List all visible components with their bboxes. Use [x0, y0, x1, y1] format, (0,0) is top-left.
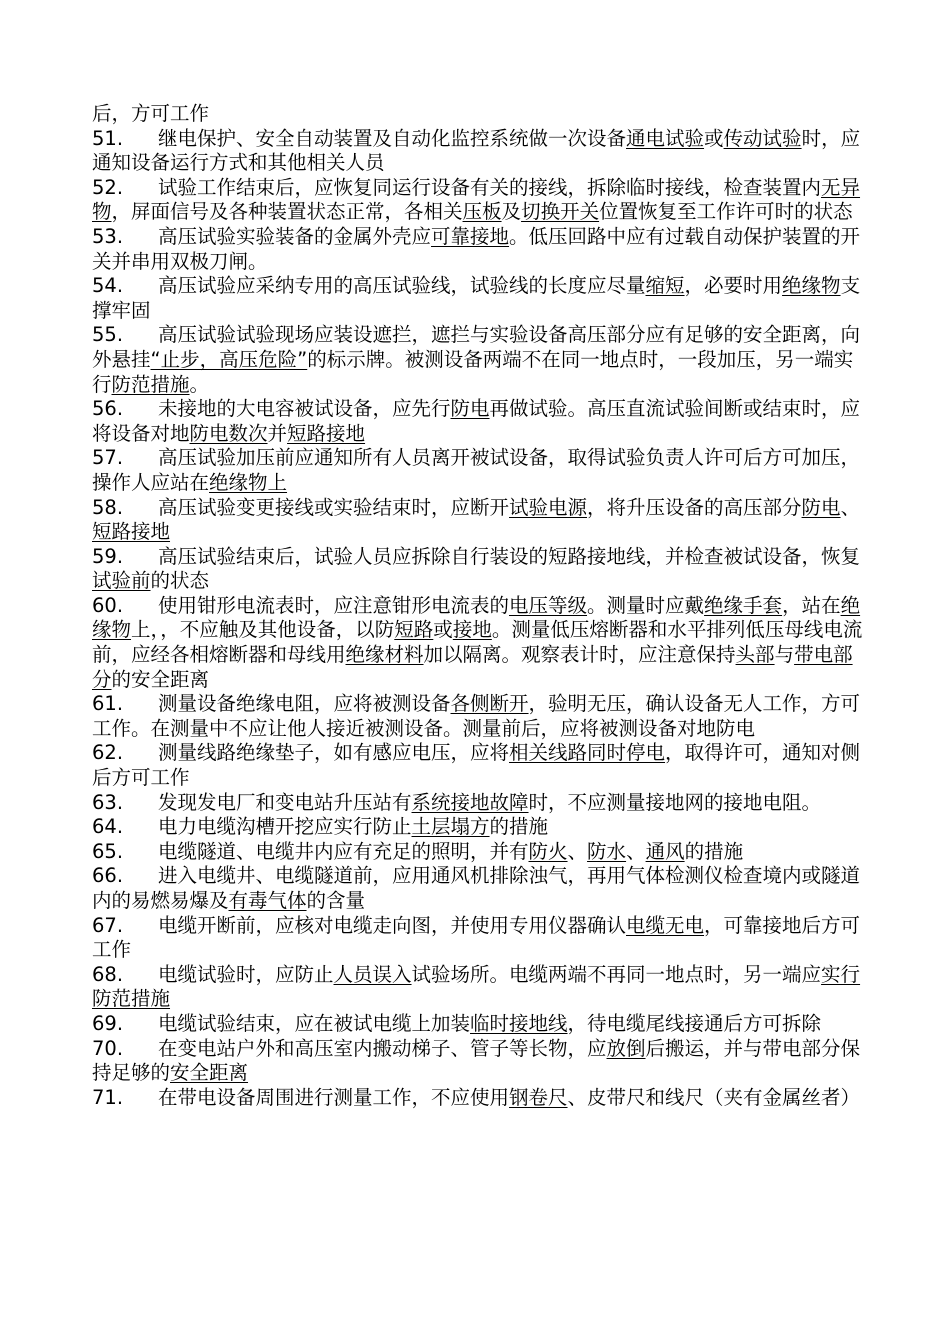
item-number: 54.	[92, 274, 124, 298]
underlined-answer: 防电	[801, 495, 841, 519]
item-text: 、	[567, 839, 588, 863]
underlined-answer: 放倒	[606, 1036, 646, 1060]
list-item	[92, 274, 872, 323]
item-number: 57.	[92, 446, 124, 470]
item-text: 时，不应测量接地网的接地电阻。	[528, 790, 822, 814]
underlined-answer: 短路接地	[92, 520, 171, 544]
list-item	[92, 1037, 872, 1086]
underlined-answer: 切换开关	[521, 200, 600, 224]
item-text: ，待电缆尾线接通后方可拆除	[567, 1011, 822, 1035]
item-text: 的状态	[150, 569, 210, 593]
underlined-answer: 压板	[462, 200, 502, 224]
lead-line: 后，方可工作	[92, 102, 210, 125]
underlined-answer: 临时接地线	[470, 1011, 568, 1035]
underlined-answer: 实行防范措施	[92, 962, 861, 1011]
underlined-answer: 短路	[394, 618, 434, 642]
item-text: 。测量低压熔断器和水平排列低压母线电流前，应经各相熔断器和母线用	[92, 618, 863, 667]
underlined-answer: 绝缘物	[782, 274, 841, 298]
list-item	[92, 741, 872, 790]
item-text: 的措施	[489, 815, 549, 839]
item-text: 并	[267, 421, 288, 445]
underlined-answer: 人员误入	[333, 962, 412, 986]
list-item	[92, 864, 872, 913]
item-text: 使用钳形电流表时，应注意钳形电流表的	[158, 593, 510, 617]
item-number: 58.	[92, 495, 124, 519]
item-text: 的措施	[684, 839, 744, 863]
list-item	[92, 914, 872, 963]
item-text: 的含量	[306, 889, 366, 912]
underlined-answer: 安全距离	[170, 1061, 249, 1085]
item-text: 、	[840, 495, 861, 519]
item-text: 在带电设备周围进行测量工作，不应使用	[158, 1085, 510, 1109]
item-number: 60.	[92, 593, 124, 617]
item-text: 高压试验试验现场应装设遮拦，遮拦与实验设备高压部分应有足够的安全距离，向外悬挂	[92, 323, 861, 371]
item-number: 56.	[92, 397, 124, 421]
underlined-answer: 防电	[450, 397, 490, 421]
item-text: 高压试验结束后，试验人员应拆除自行装设的短路接地线，并检查被试设备，恢复	[158, 544, 861, 568]
item-number: 62.	[92, 741, 124, 765]
underlined-answer: 绝缘物	[92, 593, 861, 642]
item-text: 时，应通知设备运行方式和其他相关人员	[92, 126, 861, 175]
item-text: 在变电站户外和高压室内搬动梯子、管子等长物，应	[158, 1036, 607, 1060]
list-item	[92, 963, 872, 1012]
item-number: 68.	[92, 962, 124, 986]
item-text: 。	[189, 372, 210, 396]
list-item	[92, 791, 872, 816]
item-text: 电缆试验时，应防止	[158, 962, 334, 986]
item-text: 试验场所。电缆两端不再同一地点时，另一端应	[411, 962, 822, 986]
underlined-answer: 防水	[587, 839, 627, 863]
item-text: 进入电缆井、电缆隧道前，应用通风机排除浊气，再用气体检测仪检查境内或隧道内的易燃易爆及	[92, 864, 861, 912]
item-text: 发现发电厂和变电站升压站有	[158, 790, 412, 814]
item-text: 未接地的大电容被试设备，应先行	[158, 397, 451, 421]
underlined-answer: 通风	[645, 839, 685, 863]
item-number: 69.	[92, 1011, 124, 1035]
item-text: 位置恢复至工作许可时的状态	[599, 200, 853, 224]
item-text: 试验工作结束后，应恢复同运行设备有关的接线，拆除临时接线，检查装置内	[158, 175, 822, 199]
item-number: 52.	[92, 175, 124, 199]
underlined-answer: 通电试验	[626, 126, 705, 150]
item-text: 及	[501, 200, 522, 224]
item-number: 59.	[92, 544, 124, 568]
underlined-answer: 防电数次	[189, 421, 268, 445]
item-text: 、	[626, 839, 646, 863]
item-text: 或	[704, 126, 724, 150]
underlined-answer: 接地	[452, 618, 492, 642]
underlined-answer: 防范措施	[111, 372, 190, 396]
item-number: 66.	[92, 864, 124, 888]
item-text: 、皮带尺和线尺（夹有金属丝者）	[567, 1085, 861, 1109]
item-number: 64.	[92, 815, 124, 839]
list-item	[92, 323, 872, 397]
item-text: 或	[433, 618, 453, 642]
underlined-answer: 电缆无电	[626, 913, 705, 937]
underlined-answer: 带电部分	[92, 643, 853, 691]
document-body	[92, 102, 872, 1110]
list-item	[92, 840, 872, 865]
list-item	[92, 815, 872, 840]
item-text: 高压试验实验装备的金属外壳应	[158, 224, 432, 248]
underlined-answer: 防火	[528, 839, 568, 863]
underlined-answer: 试验电源	[509, 495, 588, 519]
item-text: 。测量时应戴	[587, 593, 705, 617]
item-text: 再做试验。高压直流试验间断或结束时，应将设备对地	[92, 397, 861, 445]
underlined-answer: 土层塌方	[411, 815, 490, 839]
list-item	[92, 127, 872, 176]
list-item	[92, 397, 872, 446]
item-text: 高压试验加压前应通知所有人员离开被试设备，取得试验负责人许可后方可加压，操作人应站在	[92, 446, 861, 494]
item-number: 65.	[92, 839, 124, 863]
item-text: 。低压回路中应有过载自动保护装置的开关并串用双极刀闸。	[92, 224, 861, 273]
list-item	[92, 692, 872, 741]
item-text: 测量设备绝缘电阻，应将被测设备	[158, 692, 451, 716]
underlined-answer: 有毒气体	[228, 889, 307, 912]
underlined-answer: 头部	[735, 643, 775, 667]
list-item	[92, 594, 872, 692]
item-number: 70.	[92, 1036, 124, 1060]
item-list	[92, 127, 872, 1111]
item-number: 71.	[92, 1085, 124, 1109]
item-text: ，站在	[782, 593, 841, 617]
item-text: ，屏面信号及各种装置状态正常，各相关	[111, 200, 463, 224]
item-text: 电力电缆沟槽开挖应实行防止	[158, 815, 412, 839]
list-item	[92, 446, 872, 495]
item-number: 61.	[92, 692, 124, 716]
item-number: 55.	[92, 323, 124, 347]
underlined-answer: 系统接地故障	[411, 790, 529, 814]
item-text: 继电保护、安全自动装置及自动化监控系统做一次设备	[158, 126, 627, 150]
underlined-answer: 钢卷尺	[509, 1085, 568, 1109]
item-text: 与	[774, 643, 795, 667]
underlined-answer: 短路接地	[287, 421, 366, 445]
item-text: 的安全距离	[111, 667, 210, 691]
underlined-answer: 绝缘物上	[209, 470, 288, 494]
item-text: ，验明无压，确认设备无人工作，方可工作。在测量中不应让他人接近被测设备。测量前后，应将被测设备对地防电	[92, 692, 861, 740]
underlined-answer: 绝缘材料	[345, 643, 424, 667]
item-text: 上，，不应触及其他设备，以防	[131, 618, 395, 642]
item-text: ，可靠接地后方可工作	[92, 913, 861, 962]
item-number: 53.	[92, 224, 124, 248]
list-item	[92, 225, 872, 274]
item-number: 67.	[92, 913, 124, 937]
list-item	[92, 176, 872, 225]
underlined-answer: 试验前	[92, 569, 151, 593]
item-text: 电缆开断前，应核对电缆走向图，并使用专用仪器确认	[158, 913, 627, 937]
underlined-answer: 缩短	[645, 274, 685, 298]
underlined-answer: 传动试验	[723, 126, 802, 150]
underlined-answer: 绝缘手套	[704, 593, 783, 617]
item-text: 加以隔离。观察表计时，应注意保持	[423, 643, 736, 667]
item-text: 后搬运，并与带电部分保持足够的	[92, 1036, 861, 1085]
underlined-answer: 各侧断开	[450, 692, 529, 716]
underlined-answer: 相关线路同时停电	[509, 741, 666, 765]
item-text: ，取得许可，通知对侧后方可工作	[92, 741, 861, 790]
item-text: 电缆试验结束，应在被试电缆上加装	[158, 1011, 471, 1035]
underlined-answer: “止步，高压危险”	[150, 347, 308, 371]
item-text: 测量线路绝缘垫子，如有感应电压，应将	[158, 741, 510, 765]
underlined-answer: 可靠接地	[431, 224, 510, 248]
list-item	[92, 545, 872, 594]
list-item	[92, 1086, 872, 1111]
underlined-answer: 电压等级	[509, 593, 588, 617]
item-text: ，将升压设备的高压部分	[587, 495, 802, 519]
item-number: 51.	[92, 126, 124, 150]
item-text: ，必要时用	[684, 274, 783, 298]
item-text: 高压试验应采纳专用的高压试验线，试验线的长度应尽量	[158, 274, 646, 298]
list-item	[92, 1012, 872, 1037]
item-number: 63.	[92, 790, 124, 814]
item-text: 支撑牢固	[92, 274, 861, 322]
item-text: 的标示牌。被测设备两端不在同一地点时，一段加压，另一端实行	[92, 347, 854, 396]
list-item	[92, 496, 872, 545]
item-text: 高压试验变更接线或实验结束时，应断开	[158, 495, 510, 519]
underlined-answer: 无异物	[92, 175, 861, 224]
item-text: 电缆隧道、电缆井内应有充足的照明，并有	[158, 839, 529, 863]
